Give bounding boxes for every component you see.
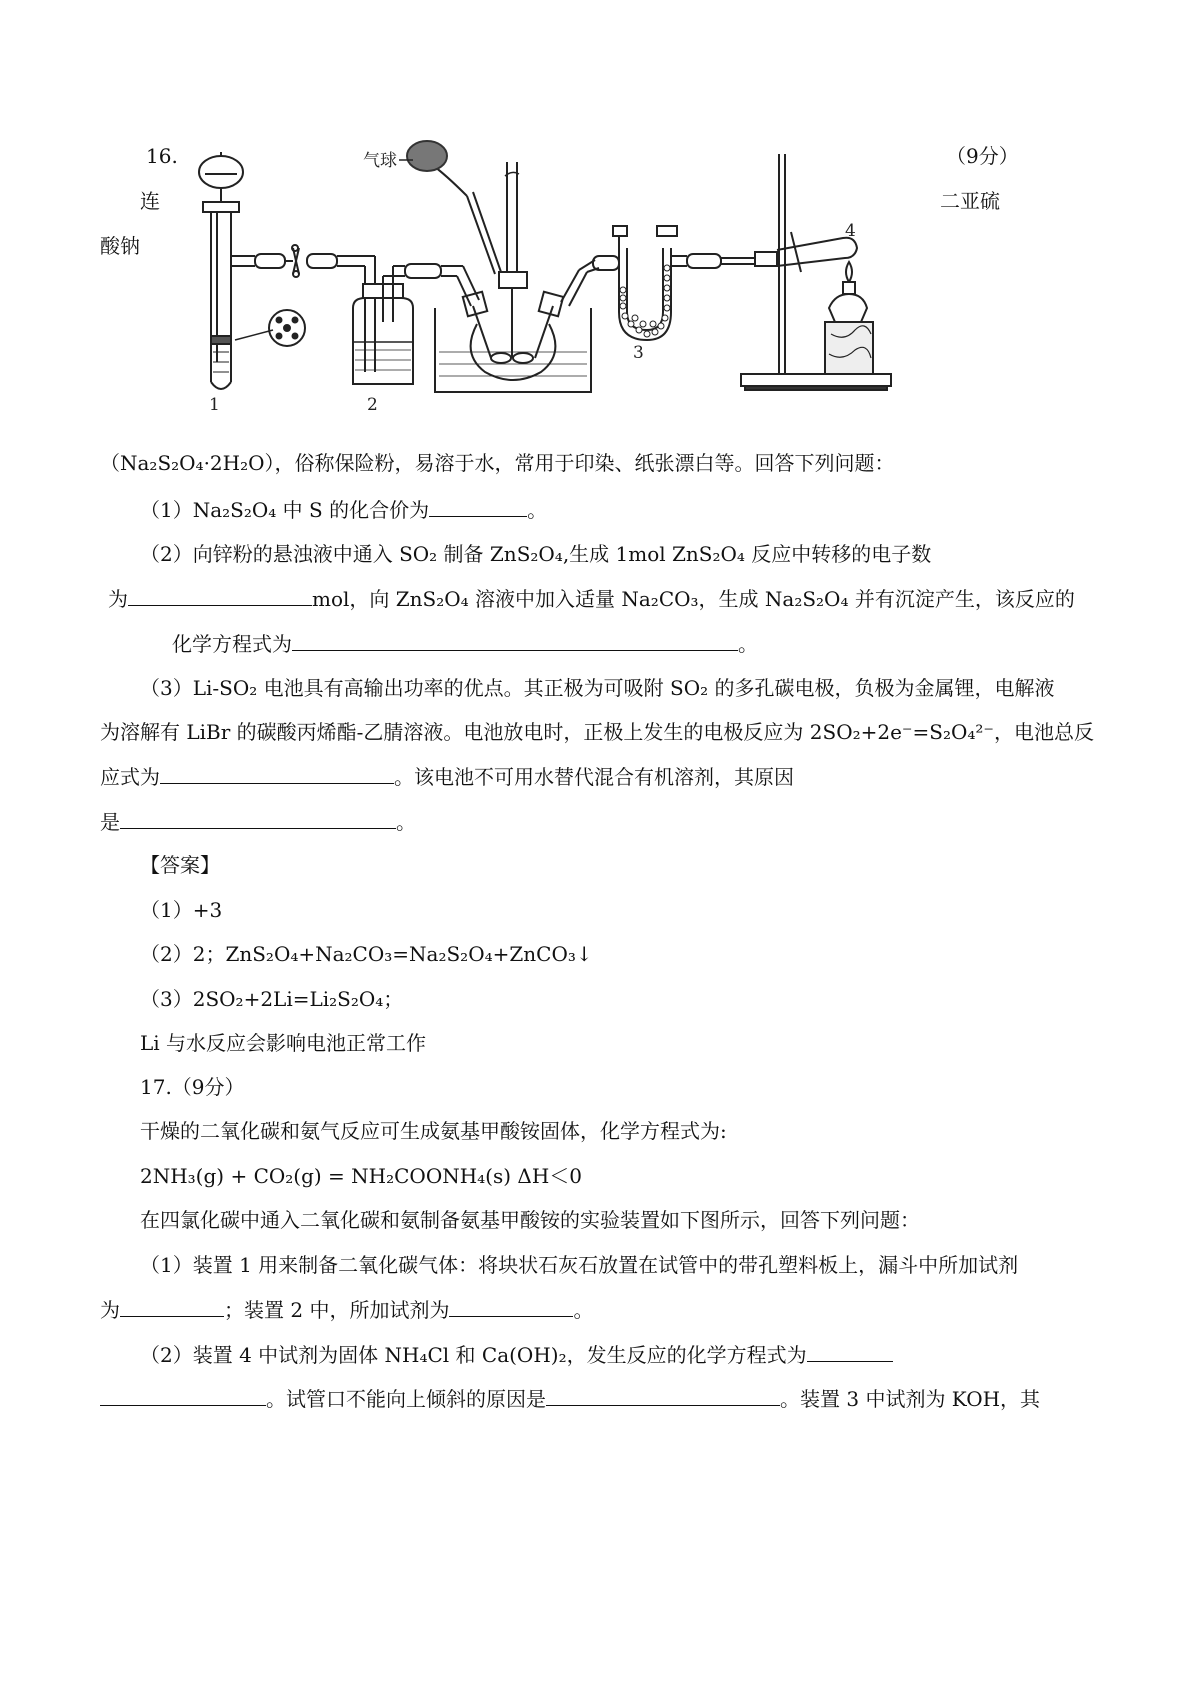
answer-part-3: （3）2SO₂+2Li=Li₂S₂O₄； xyxy=(140,987,404,1011)
question-16-part-3-line-2: 为溶解有 LiBr 的碳酸丙烯酯-乙腈溶液。电池放电时，正极上发生的电极反应为 2SO₂+2e⁻=S₂O₄²⁻，电池总反 xyxy=(100,720,1094,744)
question-17-part-1-prefix: 为 xyxy=(100,1298,120,1322)
question-17-setup: 在四氯化碳中通入二氧化碳和氨制备氨基甲酸铵的实验装置如下图所示，回答下列问题： xyxy=(140,1208,920,1232)
question-16-part-3-line-4 xyxy=(100,808,416,835)
answer-blank-16-1[interactable] xyxy=(429,496,527,517)
question-16-fragment-right: 二亚硫 xyxy=(940,189,1000,213)
question-17-part-1-line-1: （1）装置 1 用来制备二氧化碳气体：将块状石灰石放置在试管中的带孔塑料板上，漏斗中所加试剂 xyxy=(140,1253,1019,1277)
answer-part-3-reason: Li 与水反应会影响电池正常工作 xyxy=(140,1031,427,1055)
answer-blank-17-1a[interactable] xyxy=(120,1296,224,1317)
question-16-part-3-line-1: （3）Li-SO₂ 电池具有高输出功率的优点。其正极为可吸附 SO₂ 的多孔碳电极，负极为金属锂，电解液 xyxy=(140,676,1055,700)
question-16-part-2-line-3 xyxy=(172,630,758,657)
question-17-part-2-continue: 。装置 3 中试剂为 KOH，其 xyxy=(780,1387,1041,1411)
answer-part-1: （1）+3 xyxy=(140,898,223,922)
diagram-label-2: 2 xyxy=(367,395,378,415)
answer-blank-17-2a[interactable] xyxy=(807,1341,893,1362)
diagram-label-balloon: 气球 xyxy=(363,151,397,171)
question-16-part-1-end: 。 xyxy=(527,498,548,522)
question-17-part-2-text: （2）装置 4 中试剂为固体 NH₄Cl 和 Ca(OH)₂，发生反应的化学方程式为 xyxy=(140,1343,807,1367)
question-16-part-2-line-1: （2）向锌粉的悬浊液中通入 SO₂ 制备 ZnS₂O₄,生成 1mol ZnS₂O₄ 反应中转移的电子数 xyxy=(140,542,932,566)
question-16-part-1-text: （1）Na₂S₂O₄ 中 S 的化合价为 xyxy=(140,498,430,522)
question-16-number: 16. xyxy=(146,144,178,168)
question-16-score: （9分） xyxy=(946,144,1019,168)
question-17-part-1-end: 。 xyxy=(573,1298,594,1322)
answer-blank-16-3b[interactable] xyxy=(120,808,396,829)
answer-blank-17-2b[interactable] xyxy=(100,1385,266,1406)
answer-blank-16-2a[interactable] xyxy=(128,585,312,606)
question-16-part-3-prefix: 应式为 xyxy=(100,765,160,789)
question-16-part-3-text: 。该电池不可用水替代混合有机溶剂，其原因 xyxy=(394,765,794,789)
question-17-part-2-line-1 xyxy=(140,1341,893,1368)
question-16-part-2-prefix: 为 xyxy=(108,587,128,611)
answer-blank-16-3a[interactable] xyxy=(160,763,394,784)
question-16-part-3-end: 。 xyxy=(396,810,416,834)
question-16-part-3-reason-prefix: 是 xyxy=(100,810,120,834)
question-16-part-2-end: 。 xyxy=(738,632,758,656)
question-16-part-3-line-3 xyxy=(100,763,794,790)
answer-blank-17-1b[interactable] xyxy=(449,1296,573,1317)
answer-blank-16-2b[interactable] xyxy=(292,630,738,651)
question-17-part-1-line-2 xyxy=(100,1296,593,1323)
question-16-fragment-left-1: 连 xyxy=(140,189,160,213)
answer-part-2: （2）2；ZnS₂O₄+Na₂CO₃=Na₂S₂O₄+ZnCO₃↓ xyxy=(140,942,593,966)
answer-blank-17-2c[interactable] xyxy=(546,1385,780,1406)
question-16-part-1 xyxy=(140,496,547,523)
question-17-part-2-line-2 xyxy=(100,1385,1040,1412)
answer-heading: 【答案】 xyxy=(140,853,220,877)
device-4-heating-stand xyxy=(721,154,891,390)
diagram-label-3: 3 xyxy=(633,343,644,363)
tube-connector-1-2 xyxy=(255,245,375,372)
question-17-heading: 17.（9分） xyxy=(140,1075,245,1099)
question-16-fragment-left-2: 酸钠 xyxy=(100,234,140,258)
question-17-equation: 2NH₃(g) + CO₂(g) = NH₂COONH₄(s) ΔH＜0 xyxy=(140,1164,583,1188)
question-16-intro: （Na₂S₂O₄·2H₂O），俗称保险粉，易溶于水，常用于印染、纸张漂白等。回答下列问题： xyxy=(100,451,895,475)
question-16-part-2-equation-prompt: 化学方程式为 xyxy=(172,632,292,656)
question-16-part-2-text: mol，向 ZnS₂O₄ 溶液中加入适量 Na₂CO₃，生成 Na₂S₂O₄ 并有沉淀产生，该反应的 xyxy=(312,587,1075,611)
device-2-wash-bottle xyxy=(353,264,479,384)
apparatus-diagram xyxy=(195,122,895,422)
device-1-funnel-tube xyxy=(199,152,305,389)
question-17-part-2-reason-prompt: 。试管口不能向上倾斜的原因是 xyxy=(266,1387,546,1411)
question-16-part-2-line-2 xyxy=(108,585,1075,612)
question-17-part-1-text: ；装置 2 中，所加试剂为 xyxy=(224,1298,450,1322)
diagram-label-4: 4 xyxy=(845,221,856,241)
diagram-label-1: 1 xyxy=(209,395,220,415)
question-17-intro: 干燥的二氧化碳和氨气反应可生成氨基甲酸铵固体，化学方程式为: xyxy=(140,1119,727,1143)
device-3-u-tube xyxy=(613,226,721,340)
